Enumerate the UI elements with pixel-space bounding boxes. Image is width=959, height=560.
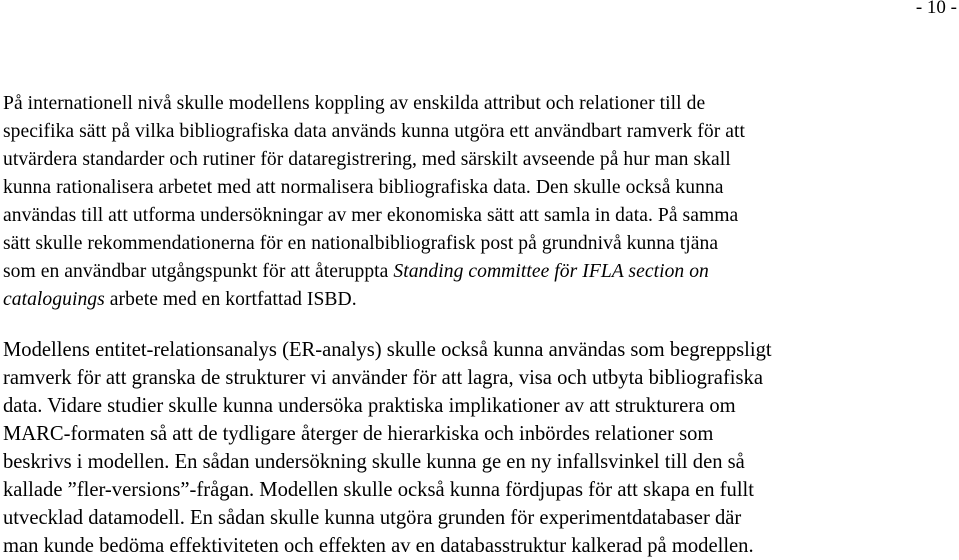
text-line <box>3 230 953 258</box>
text-line <box>3 392 953 420</box>
text-segment: utvärdera standarder och rutiner för dataregistrering, med särskilt avseende på hur man skall <box>3 149 731 170</box>
text-segment: MARC-formaten så att de tydligare återger de hierarkiska och inbördes relationer som <box>3 423 714 445</box>
text-segment: användas till att utforma undersökningar av mer ekonomiska sätt att samla in data. På samma <box>3 205 739 226</box>
text-line <box>3 476 953 504</box>
text-segment: Modellens entitet-relationsanalys (ER-analys) skulle också kunna användas som begreppsligt <box>3 339 772 361</box>
text-segment: arbete med en kortfattad ISBD. <box>104 289 357 310</box>
text-line <box>3 286 953 314</box>
text-segment: beskrivs i modellen. En sådan undersökning skulle kunna ge en ny infallsvinkel till den så <box>3 451 745 473</box>
text-segment: utvecklad datamodell. En sådan skulle kunna utgöra grunden för experimentdatabaser där <box>3 507 742 529</box>
text-segment: man kunde bedöma effektiviteten och effekten av en databasstruktur kalkerad på modellen. <box>3 535 754 557</box>
text-segment: ramverk för att granska de strukturer vi använder för att lagra, visa och utbyta bibliografiska <box>3 367 763 389</box>
text-line <box>3 202 953 230</box>
text-line <box>3 146 953 174</box>
text-line <box>3 174 953 202</box>
text-segment: data. Vidare studier skulle kunna undersöka praktiska implikationer av att strukturera om <box>3 395 736 417</box>
text-segment: specifika sätt på vilka bibliografiska data används kunna utgöra ett användbart ramverk för att <box>3 121 745 142</box>
paragraph-2 <box>3 336 953 560</box>
text-line <box>3 364 953 392</box>
text-line <box>3 90 953 118</box>
text-line <box>3 118 953 146</box>
text-line <box>3 504 953 532</box>
italic-text-segment: cataloguings <box>3 289 105 310</box>
text-line <box>3 336 953 364</box>
text-segment: som en användbar utgångspunkt för att återuppta <box>3 261 394 282</box>
text-segment: sätt skulle rekommendationerna för en nationalbibliografisk post på grundnivå kunna tjäna <box>3 233 719 254</box>
text-segment: kallade ”fler-versions”-frågan. Modellen skulle också kunna fördjupas för att skapa en fullt <box>3 479 754 501</box>
text-line <box>3 448 953 476</box>
italic-text-segment: Standing committee för IFLA section on <box>393 261 709 282</box>
text-segment: kunna rationalisera arbetet med att normalisera bibliografiska data. Den skulle också kunna <box>3 177 724 198</box>
text-line <box>3 420 953 448</box>
text-line <box>3 532 953 560</box>
paragraph-1 <box>3 90 953 314</box>
text-segment: På internationell nivå skulle modellens koppling av enskilda attribut och relationer till de <box>3 93 706 114</box>
text-line <box>3 258 953 286</box>
page-number: - 10 - <box>915 0 957 18</box>
